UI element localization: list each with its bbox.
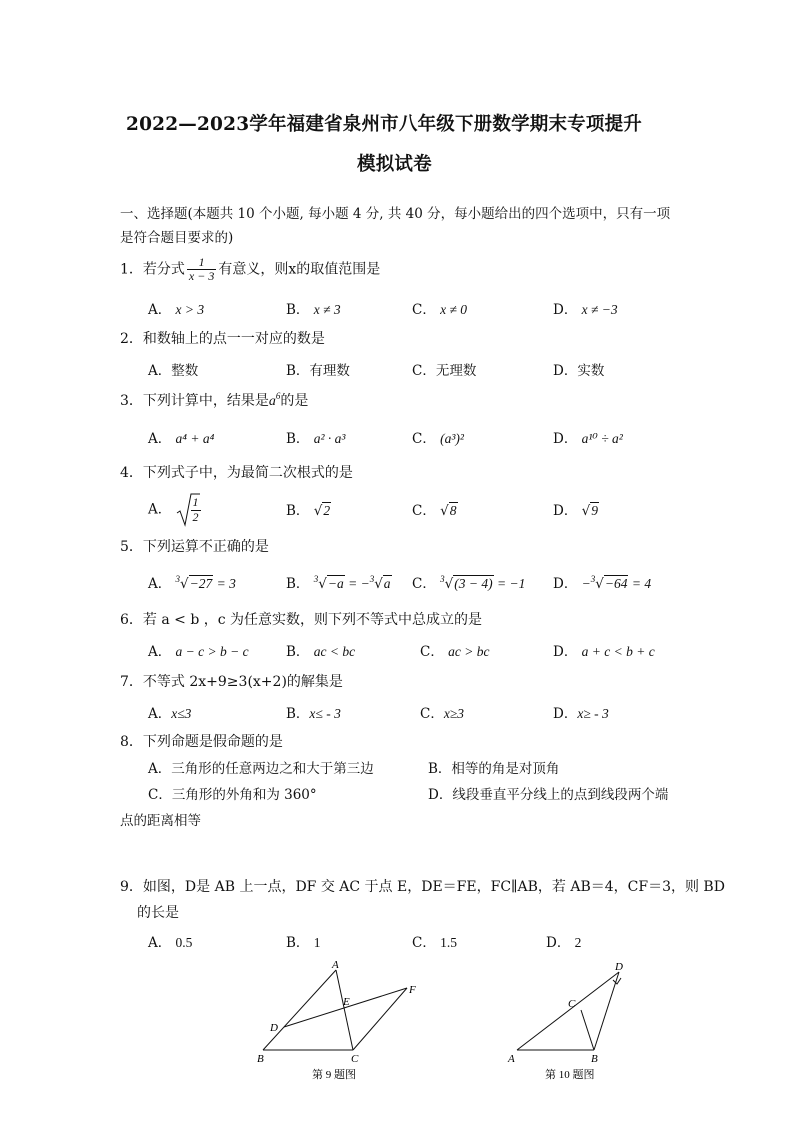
option-label: B． <box>286 431 310 447</box>
option-text: a¹⁰ ÷ a² <box>581 431 623 446</box>
option-label: C． <box>412 503 436 519</box>
radicand: (3 − 4) <box>454 576 493 591</box>
math-base: a <box>268 394 276 409</box>
option-label: C． <box>412 363 436 379</box>
option-d[interactable] <box>553 499 599 519</box>
option-label: D． <box>553 706 578 722</box>
question-number: 8． <box>120 734 143 750</box>
option-text: = 4 <box>628 576 652 591</box>
option-label: A． <box>148 501 172 518</box>
option-text: 1 <box>313 935 321 950</box>
option-d[interactable] <box>553 640 655 660</box>
segment-bd <box>594 972 619 1050</box>
option-c[interactable] <box>412 499 458 519</box>
option-c[interactable] <box>412 427 464 447</box>
option-label: D． <box>553 576 578 592</box>
question-text: 下列命题是假命题的是 <box>142 734 283 750</box>
fraction-numerator: 1 <box>187 256 216 270</box>
option-label: B． <box>286 706 310 722</box>
option-b[interactable] <box>286 427 345 447</box>
radicand: −64 <box>604 576 628 591</box>
question-7 <box>120 671 343 691</box>
option-d-cont: 点的距离相等 <box>120 813 201 829</box>
question-9-cont: 的长是 <box>137 905 179 921</box>
page-title-line1: 2022—2023学年福建省泉州市八年级下册数学期末专项提升 <box>126 114 642 135</box>
option-label: B． <box>286 302 310 318</box>
option-text: x≥ - 3 <box>577 706 609 721</box>
radicand: 9 <box>591 503 598 518</box>
option-b[interactable] <box>286 702 341 722</box>
option-label: B． <box>286 503 310 519</box>
option-b[interactable] <box>286 359 350 379</box>
option-text: = 3 <box>213 576 236 591</box>
option-text: x ≠ −3 <box>581 302 618 317</box>
radicand: −a <box>327 576 344 591</box>
question-number: 7． <box>120 674 143 690</box>
question-text: 下列式子中，为最简二次根式的是 <box>142 465 353 481</box>
option-label: B． <box>286 576 310 592</box>
option-c[interactable] <box>420 702 464 722</box>
question-number: 9． <box>120 879 143 895</box>
point-label-c: C <box>568 998 576 1010</box>
option-a[interactable] <box>148 427 214 447</box>
option-label: A． <box>148 576 172 592</box>
option-text: 0.5 <box>175 935 193 950</box>
question-text: 下列计算中，结果是 <box>142 393 269 409</box>
section-heading: 一、选择题(本题共 10 个小题, 每小题 4 分, 共 40 分，每小题给出的四个选项中，只有一项 <box>120 206 671 222</box>
radical-sign: √ <box>374 576 383 592</box>
question-2 <box>120 328 325 348</box>
fraction-denominator: 2 <box>192 509 199 524</box>
fraction-denominator: x − 3 <box>188 269 215 284</box>
option-label: D． <box>553 503 578 519</box>
question-text: 如图，D是 AB 上一点，DF 交 AC 于点 E，DE＝FE，FC∥AB，若 AB＝4，CF＝3，则 BD <box>142 879 725 895</box>
option-text: x≤3 <box>171 706 192 721</box>
radical-sign: √ <box>581 503 591 519</box>
option-text: a − c > b − c <box>175 644 249 659</box>
point-label-a: A <box>332 959 339 971</box>
option-text: 整数 <box>171 363 199 379</box>
option-d[interactable] <box>546 931 581 951</box>
option-text: 2 <box>574 935 582 950</box>
option-b[interactable]: B．相等的角是对顶角 <box>428 761 560 777</box>
option-label: D． <box>546 935 571 951</box>
root-index: 3 <box>440 574 445 584</box>
option-a[interactable]: A．三角形的任意两边之和大于第三边 <box>148 761 374 777</box>
figure-caption: 第 10 题图 <box>545 1069 595 1081</box>
option-b[interactable] <box>286 931 320 951</box>
option-label: B． <box>286 935 310 951</box>
option-b[interactable] <box>286 572 392 592</box>
point-label-d: D <box>615 961 623 973</box>
option-text: − <box>581 576 591 591</box>
question-5 <box>120 536 269 556</box>
fraction-numerator: 1 <box>192 495 199 510</box>
radicand: a <box>383 576 391 591</box>
option-c[interactable] <box>420 640 489 660</box>
option-text: x ≠ 3 <box>313 302 341 317</box>
option-a[interactable] <box>148 931 192 951</box>
option-text: x > 3 <box>175 302 205 317</box>
point-label-a: A <box>508 1053 515 1065</box>
question-number: 1． <box>120 261 143 278</box>
option-text: 1.5 <box>440 935 458 950</box>
option-label: D． <box>553 431 578 447</box>
option-b[interactable] <box>286 499 331 519</box>
option-text: 实数 <box>577 363 605 379</box>
radical-sign: √ <box>180 576 189 592</box>
question-text: 下列运算不正确的是 <box>142 539 269 555</box>
option-label: A． <box>148 431 172 447</box>
question-number: 2． <box>120 331 143 347</box>
option-b[interactable] <box>286 640 355 660</box>
segment-ad <box>517 972 619 1050</box>
option-text: 无理数 <box>435 363 477 379</box>
option-b[interactable] <box>286 298 341 318</box>
option-label: D． <box>553 363 578 379</box>
radical-sign: √ <box>444 576 454 592</box>
option-label: C． <box>412 576 436 592</box>
segment-cf <box>353 988 407 1050</box>
option-label: A． <box>148 302 172 318</box>
option-text: ac > bc <box>448 644 490 659</box>
figure-9 <box>250 955 425 1085</box>
option-text: x≥3 <box>443 706 464 721</box>
point-label-d: D <box>270 1022 278 1034</box>
question-3 <box>120 390 308 410</box>
question-text: 和数轴上的点一一对应的数是 <box>142 331 325 347</box>
option-a[interactable] <box>148 702 191 722</box>
question-8 <box>120 731 283 751</box>
option-a[interactable] <box>148 493 203 527</box>
point-label-e: E <box>343 996 350 1008</box>
radical-sign: √ <box>313 503 323 519</box>
option-d[interactable] <box>553 702 609 722</box>
radical-sign: √ <box>440 503 449 519</box>
option-d[interactable] <box>553 298 618 318</box>
option-a[interactable] <box>148 359 198 379</box>
question-1 <box>120 256 380 283</box>
option-a[interactable] <box>148 298 204 318</box>
option-c[interactable] <box>412 298 467 318</box>
question-text: 有意义，则x的取值范围是 <box>218 261 381 278</box>
option-c[interactable] <box>412 572 525 592</box>
fraction <box>191 496 201 523</box>
option-label: D． <box>553 644 578 660</box>
option-label: C． <box>412 302 436 318</box>
option-text: a² · a³ <box>313 431 346 446</box>
option-text: = − <box>344 576 370 591</box>
point-label-f: F <box>409 984 416 996</box>
option-d[interactable]: D．线段垂直平分线上的点到线段两个端 <box>428 787 669 803</box>
option-label: D． <box>553 302 578 318</box>
radicand: 8 <box>449 503 457 518</box>
option-text: x ≠ 0 <box>440 302 468 317</box>
question-number: 6． <box>120 612 143 628</box>
question-text: 若分式 <box>142 261 185 278</box>
option-a[interactable] <box>148 572 236 592</box>
figure-10 <box>505 958 640 1083</box>
root-index: 3 <box>590 574 596 584</box>
question-number: 5． <box>120 539 143 555</box>
option-c[interactable] <box>412 359 476 379</box>
option-label: A． <box>148 935 172 951</box>
question-9 <box>120 876 725 896</box>
option-d[interactable] <box>553 572 651 592</box>
section-heading-cont: 是符合题目要求的) <box>120 230 234 246</box>
option-label: A． <box>148 644 172 660</box>
question-number: 4． <box>120 465 143 481</box>
option-text: a⁴ + a⁴ <box>175 431 215 446</box>
option-a[interactable] <box>148 640 249 660</box>
segment-ba <box>263 970 336 1050</box>
option-d[interactable] <box>553 359 604 379</box>
radical-sign: √ <box>318 576 327 592</box>
option-c[interactable] <box>412 931 457 951</box>
radicand: 2 <box>323 503 331 518</box>
option-text: (a³)² <box>440 431 464 446</box>
root-index: 3 <box>313 574 319 584</box>
math-exponent: 6 <box>275 391 281 401</box>
root-index: 3 <box>175 574 181 584</box>
option-label: C． <box>420 644 444 660</box>
question-text: 的是 <box>280 393 309 409</box>
page-title-line2: 模拟试卷 <box>357 154 432 175</box>
option-label: C． <box>412 935 436 951</box>
option-label: C． <box>420 706 444 722</box>
option-text: 有理数 <box>309 363 350 379</box>
question-text: 若 a < b ，c 为任意实数，则下列不等式中总成立的是 <box>142 612 483 628</box>
option-label: A． <box>148 363 172 379</box>
option-c[interactable]: C．三角形的外角和为 360° <box>148 787 317 803</box>
question-text: 不等式 2x+9≥3(x+2)的解集是 <box>142 674 343 690</box>
figure-caption: 第 9 题图 <box>312 1069 356 1081</box>
point-label-b: B <box>257 1053 264 1065</box>
question-4 <box>120 462 353 482</box>
option-d[interactable] <box>553 427 623 447</box>
question-6 <box>120 609 482 629</box>
option-text: x≤ - 3 <box>309 706 341 721</box>
point-label-b: B <box>591 1053 598 1065</box>
fraction <box>187 256 216 283</box>
option-text: ac < bc <box>313 644 356 659</box>
option-label: B． <box>286 363 310 379</box>
point-label-c: C <box>351 1053 359 1065</box>
option-text: = −1 <box>493 576 526 591</box>
option-text: a + c < b + c <box>581 644 655 659</box>
radicand: −27 <box>189 576 213 591</box>
option-label: B． <box>286 644 310 660</box>
radical-sign: √ <box>595 576 604 592</box>
option-label: A． <box>148 706 172 722</box>
question-number: 3． <box>120 393 143 409</box>
root-index: 3 <box>369 574 375 584</box>
option-label: C． <box>412 431 436 447</box>
segment-cb <box>581 1010 594 1050</box>
